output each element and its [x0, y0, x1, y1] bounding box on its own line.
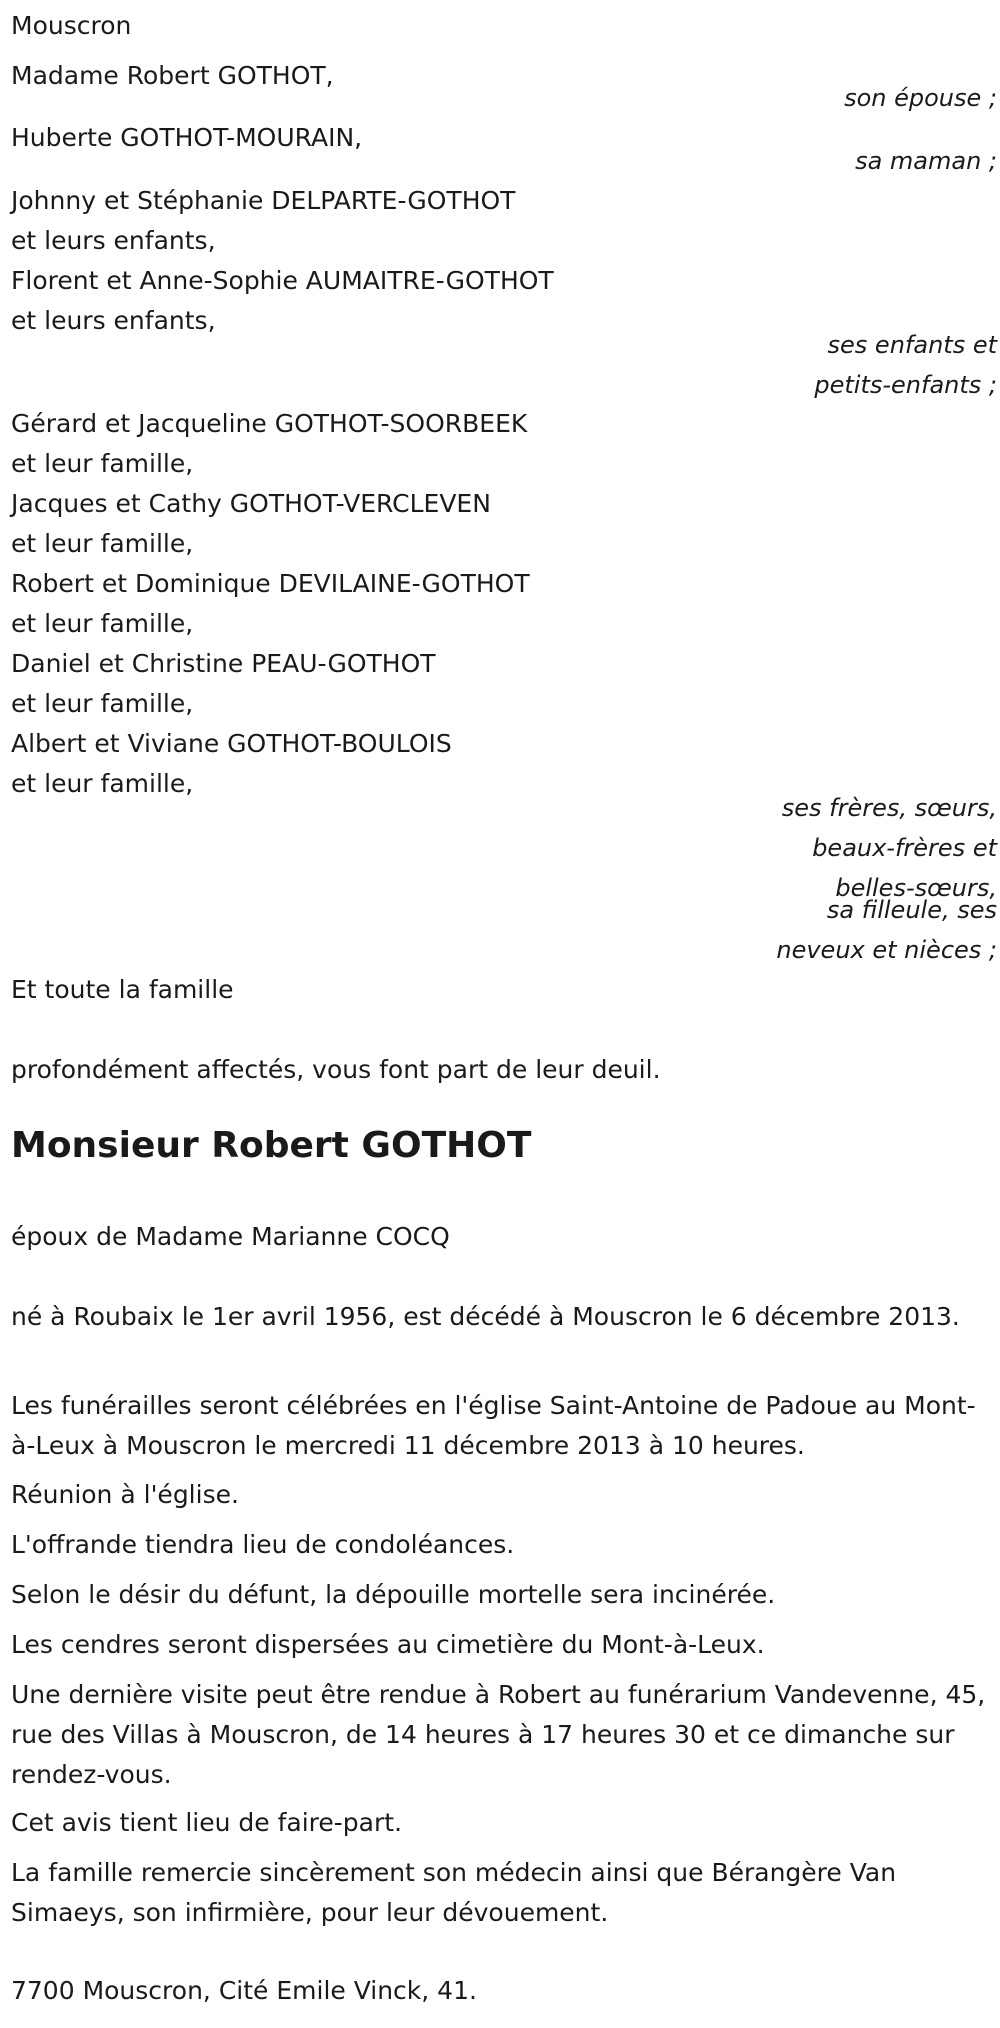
- paragraph-visit: Une dernière visite peut être rendue à Robert au funérarium Vandevenne, 45, rue des Villas à Mouscron, de 14 heures à 17 heures 30 et ce dimanche sur rendez-vous.: [11, 1680, 986, 1789]
- siblings-line: Gérard et Jacqueline GOTHOT-SOORBEEK: [11, 409, 528, 438]
- siblings-relation: beaux-frères et: [812, 834, 997, 862]
- siblings-relation: sa filleule, ses: [826, 896, 997, 924]
- children-relation: ses enfants et: [827, 331, 997, 359]
- location: Mouscron: [11, 11, 132, 40]
- siblings-line: Albert et Viviane GOTHOT-BOULOIS: [11, 729, 452, 758]
- children-relation: petits-enfants ;: [814, 371, 997, 399]
- siblings-line: et leur famille,: [11, 689, 194, 718]
- paragraph-birth-death: né à Roubaix le 1er avril 1956, est décédé à Mouscron le 6 décembre 2013.: [11, 1302, 960, 1331]
- siblings-line: et leur famille,: [11, 449, 194, 478]
- children-line: et leurs enfants,: [11, 306, 216, 335]
- mother-name: Huberte GOTHOT-MOURAIN,: [11, 123, 363, 152]
- whole-family: Et toute la famille: [11, 975, 234, 1004]
- siblings-relation: belles-sœurs,: [835, 874, 997, 902]
- paragraph-funeral: Les funérailles seront célébrées en l'église Saint-Antoine de Padoue au Mont-à-Leux à Mouscron le mercredi 11 décembre 2013 à 10 heures.: [11, 1391, 976, 1460]
- siblings-line: Daniel et Christine PEAU-GOTHOT: [11, 649, 436, 678]
- mother-relation: sa maman ;: [855, 147, 997, 175]
- siblings-relation: neveux et nièces ;: [776, 936, 997, 964]
- paragraph-offering: L'offrande tiendra lieu de condoléances.: [11, 1530, 515, 1559]
- address: 7700 Mouscron, Cité Emile Vinck, 41.: [11, 1976, 477, 2005]
- spouse-of: époux de Madame Marianne COCQ: [11, 1222, 450, 1251]
- siblings-line: et leur famille,: [11, 609, 194, 638]
- deceased-name: Monsieur Robert GOTHOT: [11, 1125, 532, 1166]
- siblings-relation: ses frères, sœurs,: [781, 794, 997, 822]
- spouse-name: Madame Robert GOTHOT,: [11, 61, 334, 90]
- children-line: Johnny et Stéphanie DELPARTE-GOTHOT: [11, 186, 516, 215]
- siblings-line: Jacques et Cathy GOTHOT-VERCLEVEN: [11, 489, 491, 518]
- announcement: profondément affectés, vous font part de leur deuil.: [11, 1055, 661, 1084]
- paragraph-thanks: La famille remercie sincèrement son médecin ainsi que Bérangère Van Simaeys, son infirmière, pour leur dévouement.: [11, 1858, 897, 1927]
- paragraph-meeting: Réunion à l'église.: [11, 1480, 239, 1509]
- paragraph-notice: Cet avis tient lieu de faire-part.: [11, 1808, 403, 1837]
- siblings-line: et leur famille,: [11, 529, 194, 558]
- children-line: Florent et Anne-Sophie AUMAITRE-GOTHOT: [11, 266, 554, 295]
- children-line: et leurs enfants,: [11, 226, 216, 255]
- siblings-line: et leur famille,: [11, 769, 194, 798]
- spouse-relation: son épouse ;: [844, 84, 997, 112]
- paragraph-ashes: Les cendres seront dispersées au cimetière du Mont-à-Leux.: [11, 1630, 765, 1659]
- siblings-line: Robert et Dominique DEVILAINE-GOTHOT: [11, 569, 530, 598]
- paragraph-cremation: Selon le désir du défunt, la dépouille mortelle sera incinérée.: [11, 1580, 776, 1609]
